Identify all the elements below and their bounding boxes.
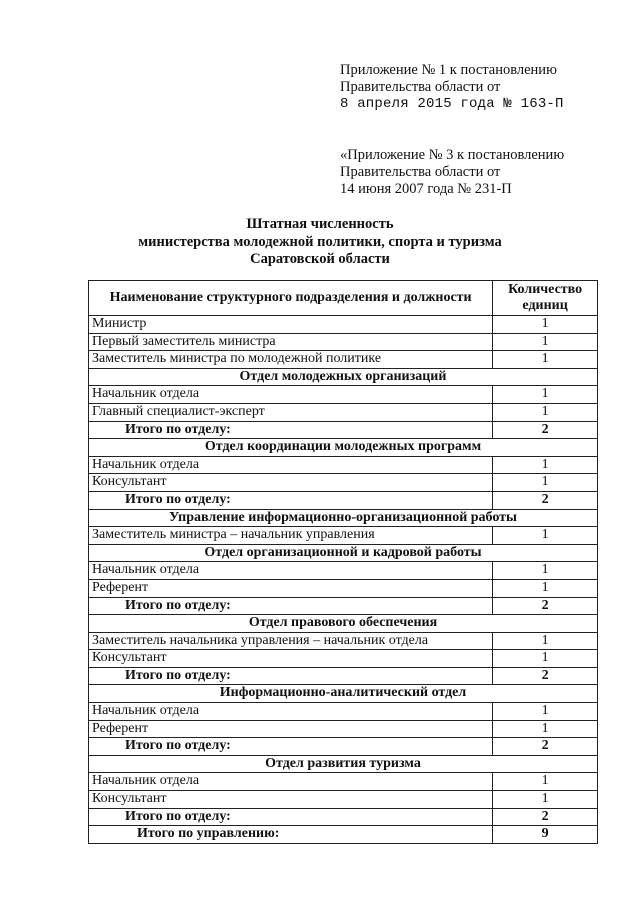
position-name: Начальник отдела — [89, 562, 493, 580]
section-row — [89, 544, 598, 562]
unit-count: 9 — [493, 826, 598, 844]
appendix-1-line-3: 8 апреля 2015 года № 163-П — [340, 96, 564, 112]
appendix-1-reference — [340, 62, 630, 113]
table-row — [89, 773, 598, 791]
unit-count: 2 — [493, 421, 598, 439]
subtotal-row — [89, 808, 598, 826]
header-name: Наименование структурного подразделения и должности — [89, 281, 493, 316]
subtotal-row — [89, 738, 598, 756]
document-title — [0, 216, 640, 269]
table-row — [89, 316, 598, 334]
position-name: Референт — [89, 720, 493, 738]
appendix-3-line-3: 14 июня 2007 года № 231-П — [340, 181, 512, 197]
section-title: Отдел правового обеспечения — [89, 615, 598, 633]
position-name: Консультант — [89, 650, 493, 668]
position-name: Заместитель министра – начальник управления — [89, 527, 493, 545]
table-row — [89, 650, 598, 668]
subtotal-row — [89, 597, 598, 615]
table-row — [89, 527, 598, 545]
unit-count: 1 — [493, 333, 598, 351]
position-name: Итого по отделу: — [89, 808, 493, 826]
appendix-3-line-1: «Приложение № 3 к постановлению — [340, 147, 565, 163]
appendix-3-line-2: Правительства области от — [340, 164, 501, 180]
position-name: Итого по отделу: — [89, 421, 493, 439]
table-row — [89, 720, 598, 738]
table-row — [89, 386, 598, 404]
subtotal-row — [89, 667, 598, 685]
subtotal-row — [89, 491, 598, 509]
unit-count: 1 — [493, 791, 598, 809]
position-name: Министр — [89, 316, 493, 334]
unit-count: 1 — [493, 386, 598, 404]
unit-count: 1 — [493, 474, 598, 492]
section-row — [89, 509, 598, 527]
unit-count: 1 — [493, 456, 598, 474]
unit-count: 1 — [493, 650, 598, 668]
position-name: Референт — [89, 579, 493, 597]
unit-count: 1 — [493, 351, 598, 369]
unit-count: 1 — [493, 562, 598, 580]
appendix-3-reference — [340, 147, 630, 198]
position-name: Начальник отдела — [89, 773, 493, 791]
header-count-line-2: единиц — [522, 298, 568, 313]
section-title: Информационно-аналитический отдел — [89, 685, 598, 703]
subtotal-row — [89, 421, 598, 439]
section-row — [89, 615, 598, 633]
title-line-2: министерства молодежной политики, спорта и туризма — [138, 233, 502, 250]
position-name: Итого по управлению: — [89, 826, 493, 844]
table-row — [89, 351, 598, 369]
position-name: Итого по отделу: — [89, 491, 493, 509]
position-name: Консультант — [89, 791, 493, 809]
position-name: Первый заместитель министра — [89, 333, 493, 351]
table-row — [89, 403, 598, 421]
table-row — [89, 333, 598, 351]
table-row — [89, 562, 598, 580]
position-name: Заместитель министра по молодежной политике — [89, 351, 493, 369]
position-name: Итого по отделу: — [89, 738, 493, 756]
unit-count: 1 — [493, 632, 598, 650]
section-row — [89, 755, 598, 773]
position-name: Заместитель начальника управления – начальник отдела — [89, 632, 493, 650]
table-row — [89, 632, 598, 650]
unit-count: 2 — [493, 597, 598, 615]
unit-count: 1 — [493, 720, 598, 738]
position-name: Главный специалист-эксперт — [89, 403, 493, 421]
appendix-1-line-2: Правительства области от — [340, 79, 501, 95]
staffing-table — [88, 280, 598, 844]
section-row — [89, 439, 598, 457]
table-row — [89, 791, 598, 809]
header-count — [493, 281, 598, 316]
table-header-row — [89, 281, 598, 316]
unit-count: 2 — [493, 808, 598, 826]
appendix-1-line-1: Приложение № 1 к постановлению — [340, 62, 557, 78]
unit-count: 1 — [493, 703, 598, 721]
table-row — [89, 703, 598, 721]
section-title: Отдел молодежных организаций — [89, 368, 598, 386]
unit-count: 1 — [493, 316, 598, 334]
section-title: Отдел координации молодежных программ — [89, 439, 598, 457]
section-title: Отдел организационной и кадровой работы — [89, 544, 598, 562]
table-body — [89, 316, 598, 844]
unit-count: 2 — [493, 738, 598, 756]
table-row — [89, 456, 598, 474]
unit-count: 2 — [493, 491, 598, 509]
section-title: Отдел развития туризма — [89, 755, 598, 773]
header-count-line-1: Количество — [508, 282, 583, 297]
title-line-1: Штатная численность — [246, 216, 394, 232]
section-row — [89, 685, 598, 703]
title-line-3: Саратовской области — [250, 251, 390, 267]
table-row — [89, 474, 598, 492]
unit-count: 1 — [493, 579, 598, 597]
table-row — [89, 579, 598, 597]
section-title: Управление информационно-организационной работы — [89, 509, 598, 527]
unit-count: 1 — [493, 773, 598, 791]
position-name: Начальник отдела — [89, 456, 493, 474]
unit-count: 1 — [493, 527, 598, 545]
position-name: Начальник отдела — [89, 386, 493, 404]
position-name: Итого по отделу: — [89, 667, 493, 685]
section-row — [89, 368, 598, 386]
position-name: Итого по отделу: — [89, 597, 493, 615]
unit-count: 1 — [493, 403, 598, 421]
position-name: Начальник отдела — [89, 703, 493, 721]
position-name: Консультант — [89, 474, 493, 492]
unit-count: 2 — [493, 667, 598, 685]
grand-total-row — [89, 826, 598, 844]
